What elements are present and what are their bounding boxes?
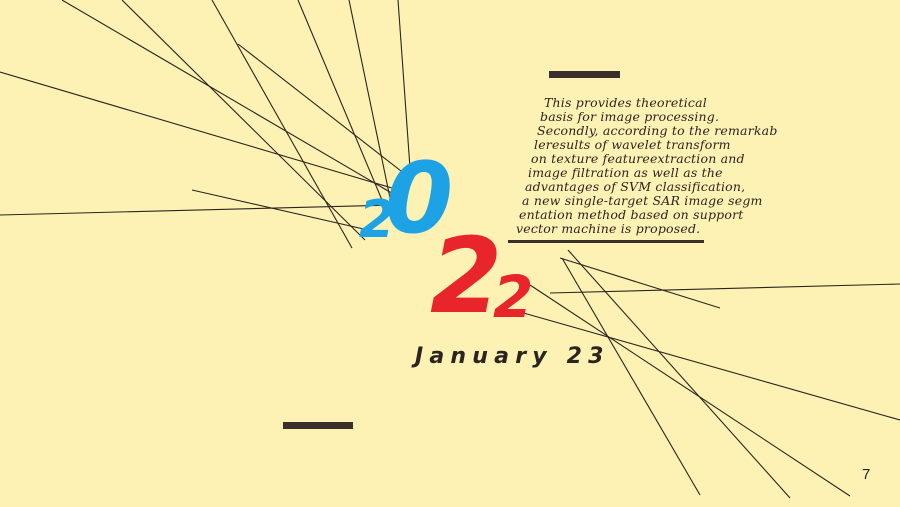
year-digit-1: 2: [359, 190, 396, 250]
year-digit-2: 0: [385, 142, 454, 256]
text-line: entation method based on support: [519, 207, 744, 222]
text-line: a new single-target SAR image segm: [522, 193, 763, 208]
text-line: on texture featureextraction and: [531, 151, 745, 166]
date-label: January 23: [415, 344, 610, 369]
page-number: 7: [862, 466, 871, 483]
year-digit-3: 2: [430, 215, 503, 337]
accent-bar-middle: [508, 240, 704, 243]
decorative-line: [0, 205, 395, 215]
text-line: leresults of wavelet transform: [534, 137, 731, 152]
accent-bar-top: [549, 71, 620, 78]
text-line: This provides theoretical: [544, 95, 707, 110]
text-line: advantages of SVM classification,: [525, 179, 746, 194]
text-line: Secondly, according to the remarkab: [537, 123, 778, 138]
accent-bar-bottom: [283, 422, 353, 429]
text-line: basis for image processing.: [540, 109, 720, 124]
text-line: image filtration as well as the: [528, 165, 723, 180]
decorative-line: [560, 258, 720, 308]
decorative-line: [122, 0, 365, 240]
decorative-line: [530, 285, 850, 496]
decorative-line: [349, 0, 390, 198]
decorative-line: [562, 258, 700, 495]
decorative-line: [0, 72, 392, 188]
year-digit-4: 2: [493, 263, 534, 331]
text-line: vector machine is proposed.: [516, 221, 701, 236]
